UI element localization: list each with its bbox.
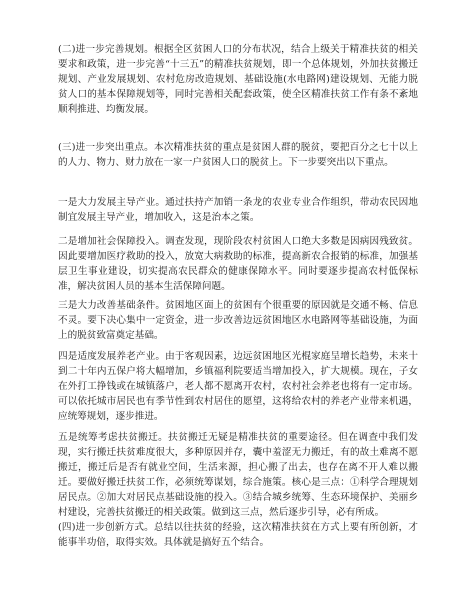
paragraph-relocation: 五是统筹考虑扶贫搬迁。扶贫搬迁无疑是精准扶贫的重要途径。但在调查中我们发现，实行搬迁扶贫难度很大，多种原因并存，囊中羞涩无力搬迁，有的故土难离不愿搬迁，搬迁后是否有就业空间，生活来源，担心搬了出去，也存在离不开人难以搬迁。要做好搬迁扶贫工作，必须统筹谋划，综合施策。核心是三点：①科学合理规划居民点。②加大对居民点基础设施的投入。③结合城乡统筹、生态环境保护、美丽乡村建设，完善扶贫搬迁的相关政策。做到这三点，然后逐步引导，必有所成。: [58, 432, 418, 518]
paragraph-elderly-care: 四是适度发展养老产业。由于客观因素，边远贫困地区光棍家庭呈增长趋势，未来十到二十年内五保户将大幅增加，乡镇福利院要适当增加投入，扩大规模。现在，子女在外打工挣钱或在城镇落户，老人都不愿离开农村，农村社会养老也将有一定市场。可以依托城市居民也有季节性到农村居住的愿望，这将给农村的养老产业带来机遇，应统筹规划，逐步推进。: [58, 351, 418, 422]
paragraph-innovate-methods: (四)进一步创新方式。总结以往扶贫的经验，这次精准扶贫在方式上要有所创新，才能事半功倍，取得实效。具体就是搞好五个结合。: [58, 522, 418, 548]
paragraph-social-security: 二是增加社会保障投入。调查发现，现阶段农村贫困人口绝大多数是因病因残致贫。因此要增加医疗救助的投入，放宽大病救助的标准，提高新农合报销的标准，加强基层卫生事业建设，切实提高农民群众的健康保障水平。同时要逐步提高农村低保标准，解决贫困人员的基本生活保障问题。: [58, 236, 418, 292]
paragraph-lead-industry: 一是大力发展主导产业。通过扶持产加销一条龙的农业专业合作组织，带动农民因地制宜发展主导产业，增加收入，这是治本之策。: [58, 197, 418, 223]
paragraph-highlight-priorities: (三)进一步突出重点。本次精准扶贫的重点是贫困人群的脱贫，要把百分之七十以上的人力、物力、财力放在一家一户贫困人口的脱贫上。下一步要突出以下重点。: [58, 142, 418, 168]
paragraph-improve-planning: (二)进一步完善规划。根据全区贫困人口的分布状况，结合上级关于精准扶贫的相关要求和政策，进一步完善“十三五”的精准扶贫规划，即一个总体规划，外加扶贫搬迁规划、产业发展规划、农村危房改造规划、基础设施(水电路网)建设规划、无能力脱贫人口的基本保障规划等，同时完善相关配套政策，使全区精准扶贫工作有条不紊地顺利推进、均衡发展。: [58, 44, 418, 115]
paragraph-infrastructure: 三是大力改善基础条件。贫困地区面上的贫困有个很重要的原因就是交通不畅、信息不灵。要下决心集中一定资金，进一步改善边远贫困地区水电路网等基础设施，为面上的脱贫致富奠定基础。: [58, 300, 418, 341]
